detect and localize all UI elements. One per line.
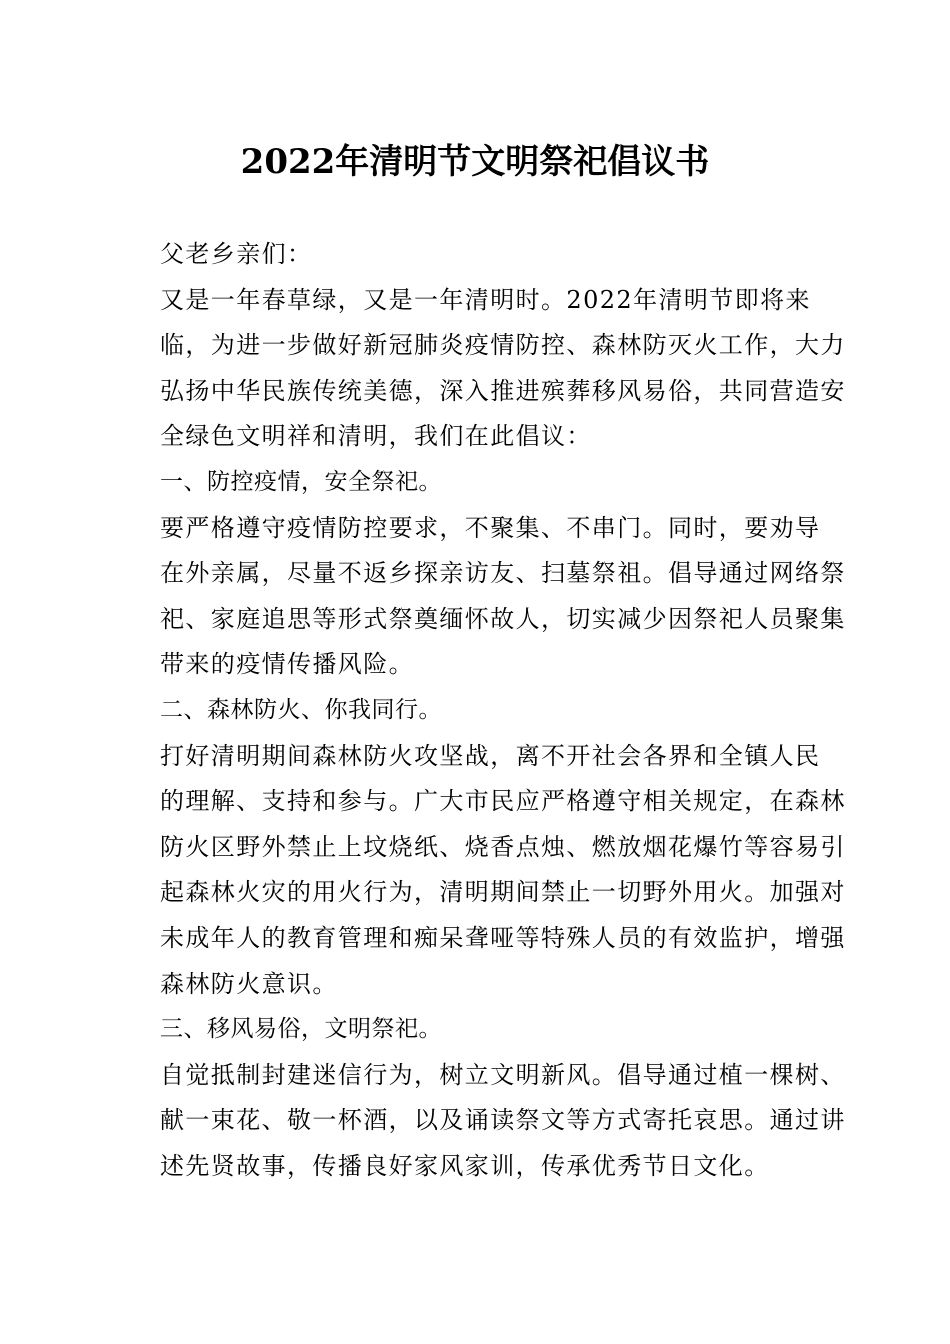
paragraph-line: 打好清明期间森林防火攻坚战，离不开社会各界和全镇人民 — [160, 741, 821, 770]
paragraph-line: 自觉抵制封建迷信行为，树立文明新风。倡导通过植一棵树、 — [160, 1060, 846, 1089]
page-title: 2022年清明节文明祭祀倡议书 — [240, 142, 710, 182]
paragraph-line: 祀、家庭追思等形式祭奠缅怀故人，切实减少因祭祀人员聚集 — [160, 604, 846, 633]
document-body — [120, 232, 846, 1189]
section-paragraph-2 — [120, 734, 846, 1008]
paragraph-line: 带来的疫情传播风险。 — [160, 650, 414, 679]
section-heading-2: 二、森林防火、你我同行。 — [160, 696, 442, 723]
paragraph-line: 防火区野外禁止上坟烧纸、烧香点烛、燃放烟花爆竹等容易引 — [160, 832, 846, 861]
section-heading-1: 一、防控疫情，安全祭祀。 — [160, 468, 442, 495]
intro-paragraph — [120, 278, 846, 460]
section-paragraph-1 — [120, 506, 846, 688]
paragraph-line: 要严格遵守疫情防控要求，不聚集、不串门。同时，要劝导 — [160, 513, 821, 542]
paragraph-line: 述先贤故事，传播良好家风家训，传承优秀节日文化。 — [160, 1151, 770, 1180]
section-heading-3: 三、移风易俗，文明祭祀。 — [160, 1016, 442, 1043]
section-paragraph-3 — [120, 1053, 846, 1190]
intro-line: 临，为进一步做好新冠肺炎疫情防控、森林防灭火工作，大力 — [160, 331, 846, 360]
paragraph-line: 未成年人的教育管理和痴呆聋哑等特殊人员的有效监护，增强 — [160, 923, 846, 952]
salutation: 父老乡亲们： — [160, 240, 313, 268]
paragraph-line: 起森林火灾的用火行为，清明期间禁止一切野外用火。加强对 — [160, 878, 846, 907]
paragraph-line: 在外亲属，尽量不返乡探亲访友、扫墓祭祖。倡导通过网络祭 — [160, 559, 846, 588]
intro-line: 弘扬中华民族传统美德，深入推进殡葬移风易俗，共同营造安 — [160, 376, 846, 405]
paragraph-line: 的理解、支持和参与。广大市民应严格遵守相关规定，在森林 — [160, 787, 846, 816]
intro-line: 又是一年春草绿，又是一年清明时。2022年清明节即将来 — [160, 285, 811, 314]
paragraph-line: 森林防火意识。 — [160, 969, 338, 998]
intro-line: 全绿色文明祥和清明，我们在此倡议： — [160, 422, 592, 451]
paragraph-line: 献一束花、敬一杯酒，以及诵读祭文等方式寄托哀思。通过讲 — [160, 1106, 846, 1135]
